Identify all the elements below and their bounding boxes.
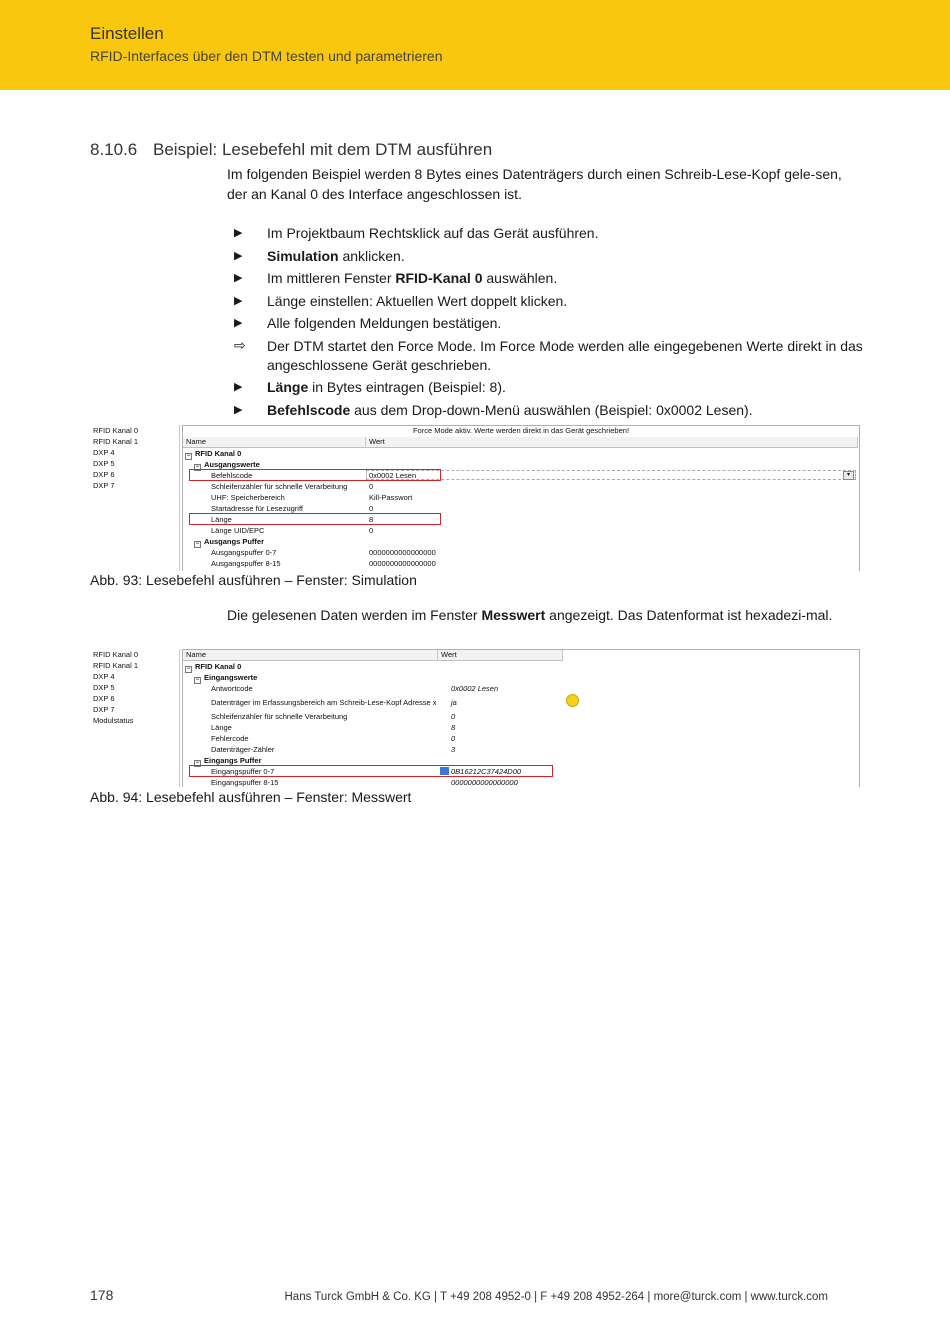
step-item: ▶ Im mittleren Fenster RFID-Kanal 0 auswählen. (234, 270, 558, 286)
tree-item[interactable]: RFID Kanal 0 (93, 650, 139, 659)
column-header-name[interactable]: Name (183, 437, 366, 448)
tree-item[interactable]: RFID Kanal 1 (93, 661, 139, 670)
page-header (0, 0, 950, 90)
value-row: Datenträger im Erfassungsbereich am Schreib-Lese-Kopf Adresse x ja (211, 698, 457, 707)
measurement-window (90, 649, 860, 787)
tree-item[interactable]: DXP 6 (93, 694, 115, 703)
tree-item[interactable]: RFID Kanal 0 (93, 426, 139, 435)
param-row[interactable]: Startadresse für Lesezugriff 0 (211, 504, 374, 513)
section-title: Beispiel: Lesebefehl mit dem DTM ausführen (153, 140, 493, 159)
param-row[interactable]: Länge 8 (211, 515, 374, 524)
column-header-name[interactable]: Name (183, 650, 438, 661)
tree-row-root[interactable]: − RFID Kanal 0 (186, 449, 242, 459)
step-result: ⇨ Der DTM startet den Force Mode. Im Force Mode werden alle eingegebenen Werte direkt in das angeschlossene Gerät geschrieben. (234, 336, 863, 373)
result-paragraph: Die gelesenen Daten werden im Fenster Messwert angezeigt. Das Datenformat ist hexadezi-mal. (227, 607, 833, 623)
page-number: 178 (90, 1287, 114, 1303)
tree-item[interactable]: Modulstatus (93, 716, 134, 725)
tree-row-group[interactable]: − Eingangswerte (195, 673, 258, 683)
param-row[interactable]: UHF: Speicherbereich Kill-Passwort (211, 493, 413, 502)
chapter-subtitle: RFID-Interfaces über den DTM testen und parametrieren (90, 48, 443, 64)
step-item: ▶ Im Projektbaum Rechtsklick auf das Gerät ausführen. (234, 225, 599, 241)
figure-caption: Abb. 94: Lesebefehl ausführen – Fenster: Messwert (90, 789, 412, 805)
tree-row-root[interactable]: − RFID Kanal 0 (186, 662, 242, 672)
step-arrow-icon: ▶ (234, 381, 243, 393)
dropdown-arrow-icon[interactable]: ▾ (843, 471, 854, 480)
step-arrow-icon: ▶ (234, 249, 243, 262)
tree-item[interactable]: DXP 5 (93, 683, 115, 692)
column-header-value[interactable]: Wert (438, 650, 563, 661)
value-row: Eingangspuffer 0-7 0B16212C37424D00 (211, 767, 522, 776)
collapse-icon[interactable]: − (195, 464, 200, 470)
param-row[interactable]: Länge UID/EPC 0 (211, 526, 374, 535)
simulation-window (90, 425, 860, 571)
step-arrow-icon: ▶ (234, 272, 243, 284)
step-item: ▶ Alle folgenden Meldungen bestätigen. (234, 315, 502, 331)
collapse-icon[interactable]: − (186, 453, 191, 459)
collapse-icon[interactable]: − (195, 541, 200, 547)
step-item: ▶ Simulation anklicken. (234, 247, 405, 264)
value-row: Fehlercode 0 (211, 734, 456, 743)
figure-caption: Abb. 93: Lesebefehl ausführen – Fenster: Simulation (90, 572, 417, 588)
section-heading (90, 140, 492, 160)
force-mode-banner: Force Mode aktiv. Werte werden direkt in das Gerät geschrieben! (412, 426, 630, 435)
param-row[interactable]: Ausgangspuffer 0-7 0000000000000000 (211, 548, 436, 557)
value-row: Antwortcode 0x0002 Lesen (211, 684, 499, 693)
tree-item[interactable]: DXP 7 (93, 705, 115, 714)
tree-item[interactable]: DXP 4 (93, 672, 115, 681)
tree-item[interactable]: RFID Kanal 1 (93, 437, 139, 446)
collapse-icon[interactable]: − (195, 760, 200, 766)
step-arrow-icon: ▶ (234, 317, 243, 329)
tree-item[interactable]: DXP 6 (93, 470, 115, 479)
footer-contact: Hans Turck GmbH & Co. KG | T +49 208 4952-0 | F +49 208 4952-264 | more@turck.com | www.turck.com (284, 1291, 828, 1303)
result-arrow-icon: ⇨ (234, 336, 246, 353)
value-grid (182, 649, 860, 787)
value-row: Eingangspuffer 8-15 0000000000000000 (211, 778, 518, 787)
tree-item[interactable]: DXP 7 (93, 481, 115, 490)
parameter-grid (182, 425, 860, 571)
tree-row-group[interactable]: − Ausgangswerte (195, 460, 260, 470)
channel-tree (90, 425, 180, 571)
step-arrow-icon: ▶ (234, 294, 243, 307)
value-row: Datenträger-Zähler 3 (211, 745, 456, 754)
chapter-title: Einstellen (90, 24, 164, 43)
highlight-befehlscode (189, 469, 441, 481)
step-item: ▶ Länge einstellen: Aktuellen Wert doppelt klicken. (234, 292, 568, 309)
channel-tree (90, 649, 180, 787)
intro-paragraph: Im folgenden Beispiel werden 8 Bytes eines Datenträgers durch einen Schreib-Lese-Kopf gele-sen, der an Kanal 0 des Interface angeschlossen ist. (227, 166, 842, 202)
tree-row-group[interactable]: − Ausgangs Puffer (195, 537, 265, 547)
step-item: ▶ Länge in Bytes eintragen (Beispiel: 8). (234, 379, 506, 395)
presence-indicator-icon (566, 694, 579, 707)
highlight-eingangspuffer (189, 765, 553, 777)
tree-row-group[interactable]: − Eingangs Puffer (195, 756, 262, 766)
column-header-value[interactable]: Wert (366, 437, 858, 448)
collapse-icon[interactable]: − (195, 677, 200, 683)
step-item: ▶ Befehlscode aus dem Drop-down-Menü auswählen (Beispiel: 0x0002 Lesen). (234, 401, 753, 418)
step-list (234, 224, 864, 423)
value-row: Schleifenzähler für schnelle Verarbeitung 0 (211, 712, 456, 721)
step-arrow-icon: ▶ (234, 403, 243, 416)
value-row: Länge 8 (211, 723, 456, 732)
highlight-laenge (189, 513, 441, 525)
section-number: 8.10.6 (90, 140, 138, 159)
param-row[interactable]: Befehlscode 0x0002 Lesen (211, 471, 417, 480)
param-row[interactable]: Ausgangspuffer 8-15 0000000000000000 (211, 559, 436, 568)
tree-item[interactable]: DXP 5 (93, 459, 115, 468)
tree-item[interactable]: DXP 4 (93, 448, 115, 457)
collapse-icon[interactable]: − (186, 666, 191, 672)
param-row[interactable]: Schleifenzähler für schnelle Verarbeitung 0 (211, 482, 374, 491)
step-arrow-icon: ▶ (234, 227, 243, 239)
